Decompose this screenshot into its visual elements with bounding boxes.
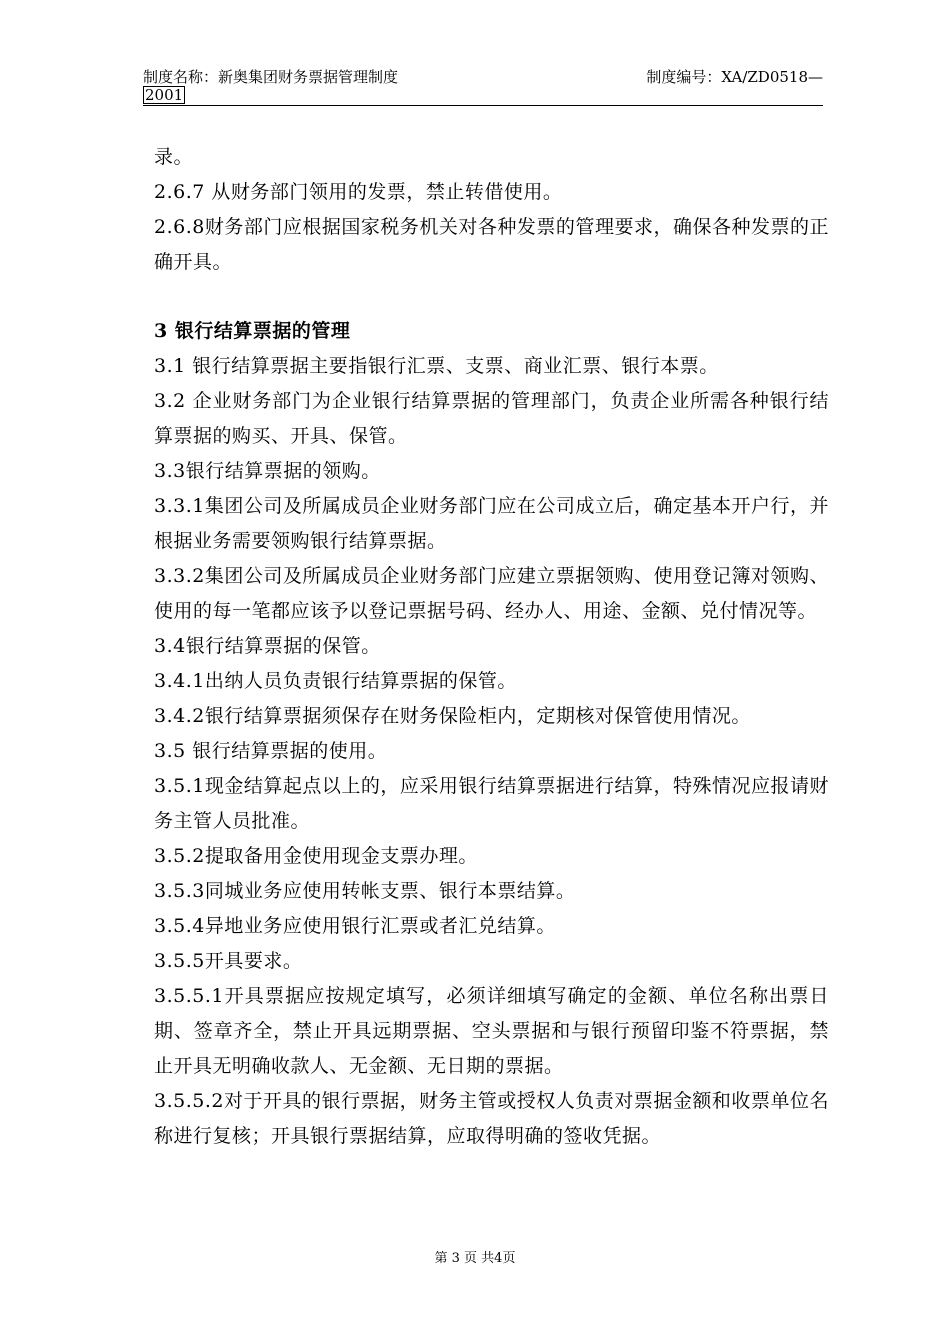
paragraph: 2.6.8财务部门应根据国家税务机关对各种发票的管理要求，确保各种发票的正确开具。 bbox=[154, 216, 829, 273]
paragraph: 3.4.1出纳人员负责银行结算票据的保管。 bbox=[154, 670, 517, 692]
paragraph: 3.5 银行结算票据的使用。 bbox=[154, 740, 388, 762]
document-body bbox=[154, 140, 829, 1154]
page-footer: 第 3 页 共4页 bbox=[434, 1251, 516, 1266]
paragraph: 3.5.4异地业务应使用银行汇票或者汇兑结算。 bbox=[154, 915, 556, 937]
paragraph: 3.5.2提取备用金使用现金支票办理。 bbox=[154, 845, 478, 867]
section-heading: 3 银行结算票据的管理 bbox=[154, 320, 351, 342]
policy-name: 制度名称：新奥集团财务票据管理制度 bbox=[143, 68, 399, 86]
paragraph: 3.2 企业财务部门为企业银行结算票据的管理部门，负责企业所需各种银行结算票据的购买、开具、保管。 bbox=[154, 390, 829, 447]
paragraph: 2.6.7 从财务部门领用的发票，禁止转借使用。 bbox=[154, 181, 563, 203]
paragraph: 3.5.5.1开具票据应按规定填写，必须详细填写确定的金额、单位名称出票日期、签章齐全，禁止开具远期票据、空头票据和与银行预留印鉴不符票据，禁止开具无明确收款人、无金额、无日期的票据。 bbox=[154, 985, 829, 1077]
paragraph: 3.1 银行结算票据主要指银行汇票、支票、商业汇票、银行本票。 bbox=[154, 355, 719, 377]
paragraph: 3.3银行结算票据的领购。 bbox=[154, 460, 381, 482]
paragraph: 3.4.2银行结算票据须保存在财务保险柜内，定期核对保管使用情况。 bbox=[154, 705, 751, 727]
policy-code: 制度编号：XA/ZD0518— bbox=[646, 68, 823, 86]
paragraph: 3.3.2集团公司及所属成员企业财务部门应建立票据领购、使用登记簿对领购、使用的每一笔都应该予以登记票据号码、经办人、用途、金额、兑付情况等。 bbox=[154, 565, 829, 622]
paragraph: 录。 bbox=[154, 146, 194, 168]
paragraph: 3.5.5开具要求。 bbox=[154, 950, 303, 972]
page-header bbox=[143, 68, 823, 106]
paragraph: 3.5.3同城业务应使用转帐支票、银行本票结算。 bbox=[154, 880, 576, 902]
paragraph: 3.5.1现金结算起点以上的，应采用银行结算票据进行结算，特殊情况应报请财务主管人员批准。 bbox=[154, 775, 829, 832]
paragraph: 3.3.1集团公司及所属成员企业财务部门应在公司成立后，确定基本开户行，并根据业务需要领购银行结算票据。 bbox=[154, 495, 829, 552]
policy-code-continued: 2001 bbox=[145, 86, 184, 104]
paragraph: 3.5.5.2对于开具的银行票据，财务主管或授权人负责对票据金额和收票单位名称进行复核；开具银行票据结算，应取得明确的签收凭据。 bbox=[154, 1090, 829, 1147]
paragraph: 3.4银行结算票据的保管。 bbox=[154, 635, 381, 657]
